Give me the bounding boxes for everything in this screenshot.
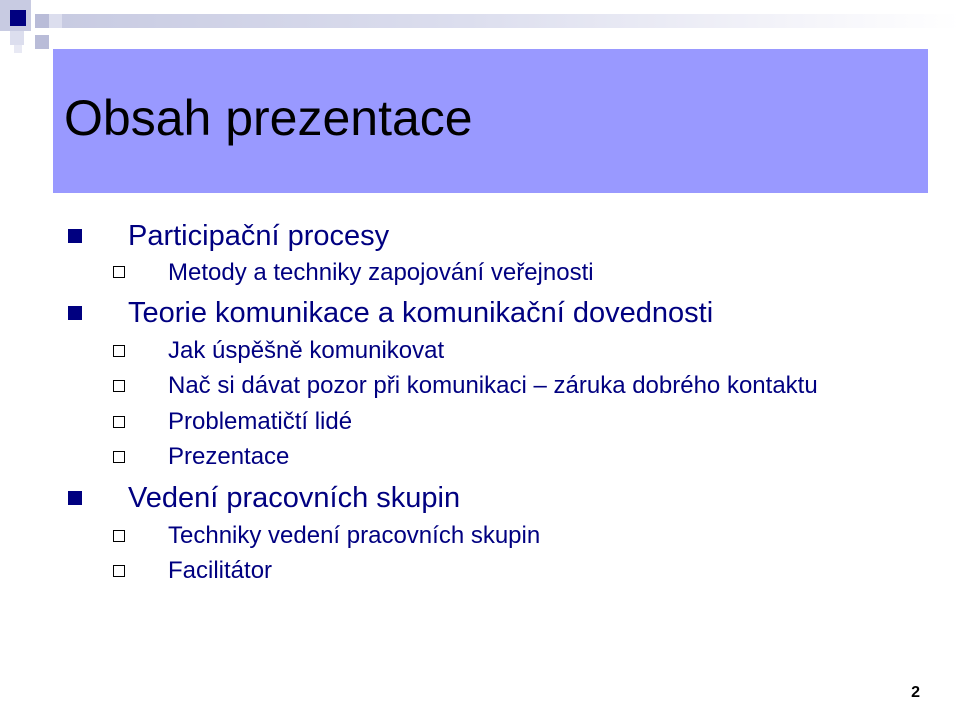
bullet-text: Problematičtí lidé	[168, 408, 353, 435]
hollow-square-icon	[113, 380, 125, 392]
bullet-text: Prezentace	[168, 443, 290, 470]
hollow-square-icon	[113, 530, 125, 542]
bullet-text: Techniky vedení pracovních skupin	[168, 522, 541, 549]
filled-square-icon	[68, 306, 82, 320]
hollow-square-icon	[113, 266, 125, 278]
hollow-square-icon	[113, 451, 125, 463]
hollow-square-icon	[113, 565, 125, 577]
bullet-text: Teorie komunikace a komunikační dovednosti	[128, 297, 714, 329]
bullet-text: Jak úspěšně komunikovat	[168, 337, 445, 364]
bullet-text: Facilitátor	[168, 557, 273, 584]
bullet-text: Participační procesy	[128, 220, 390, 252]
filled-square-icon	[68, 229, 82, 243]
hollow-square-icon	[113, 345, 125, 357]
bullet-text: Nač si dávat pozor při komunikaci – záruka dobrého kontaktu	[168, 372, 818, 399]
bullet-text: Metody a techniky zapojování veřejnosti	[168, 259, 594, 286]
slide-title: Obsah prezentace	[64, 90, 473, 146]
hollow-square-icon	[113, 416, 125, 428]
page-number: 2	[911, 684, 920, 701]
filled-square-icon	[68, 491, 82, 505]
bullet-text: Vedení pracovních skupin	[128, 482, 461, 514]
